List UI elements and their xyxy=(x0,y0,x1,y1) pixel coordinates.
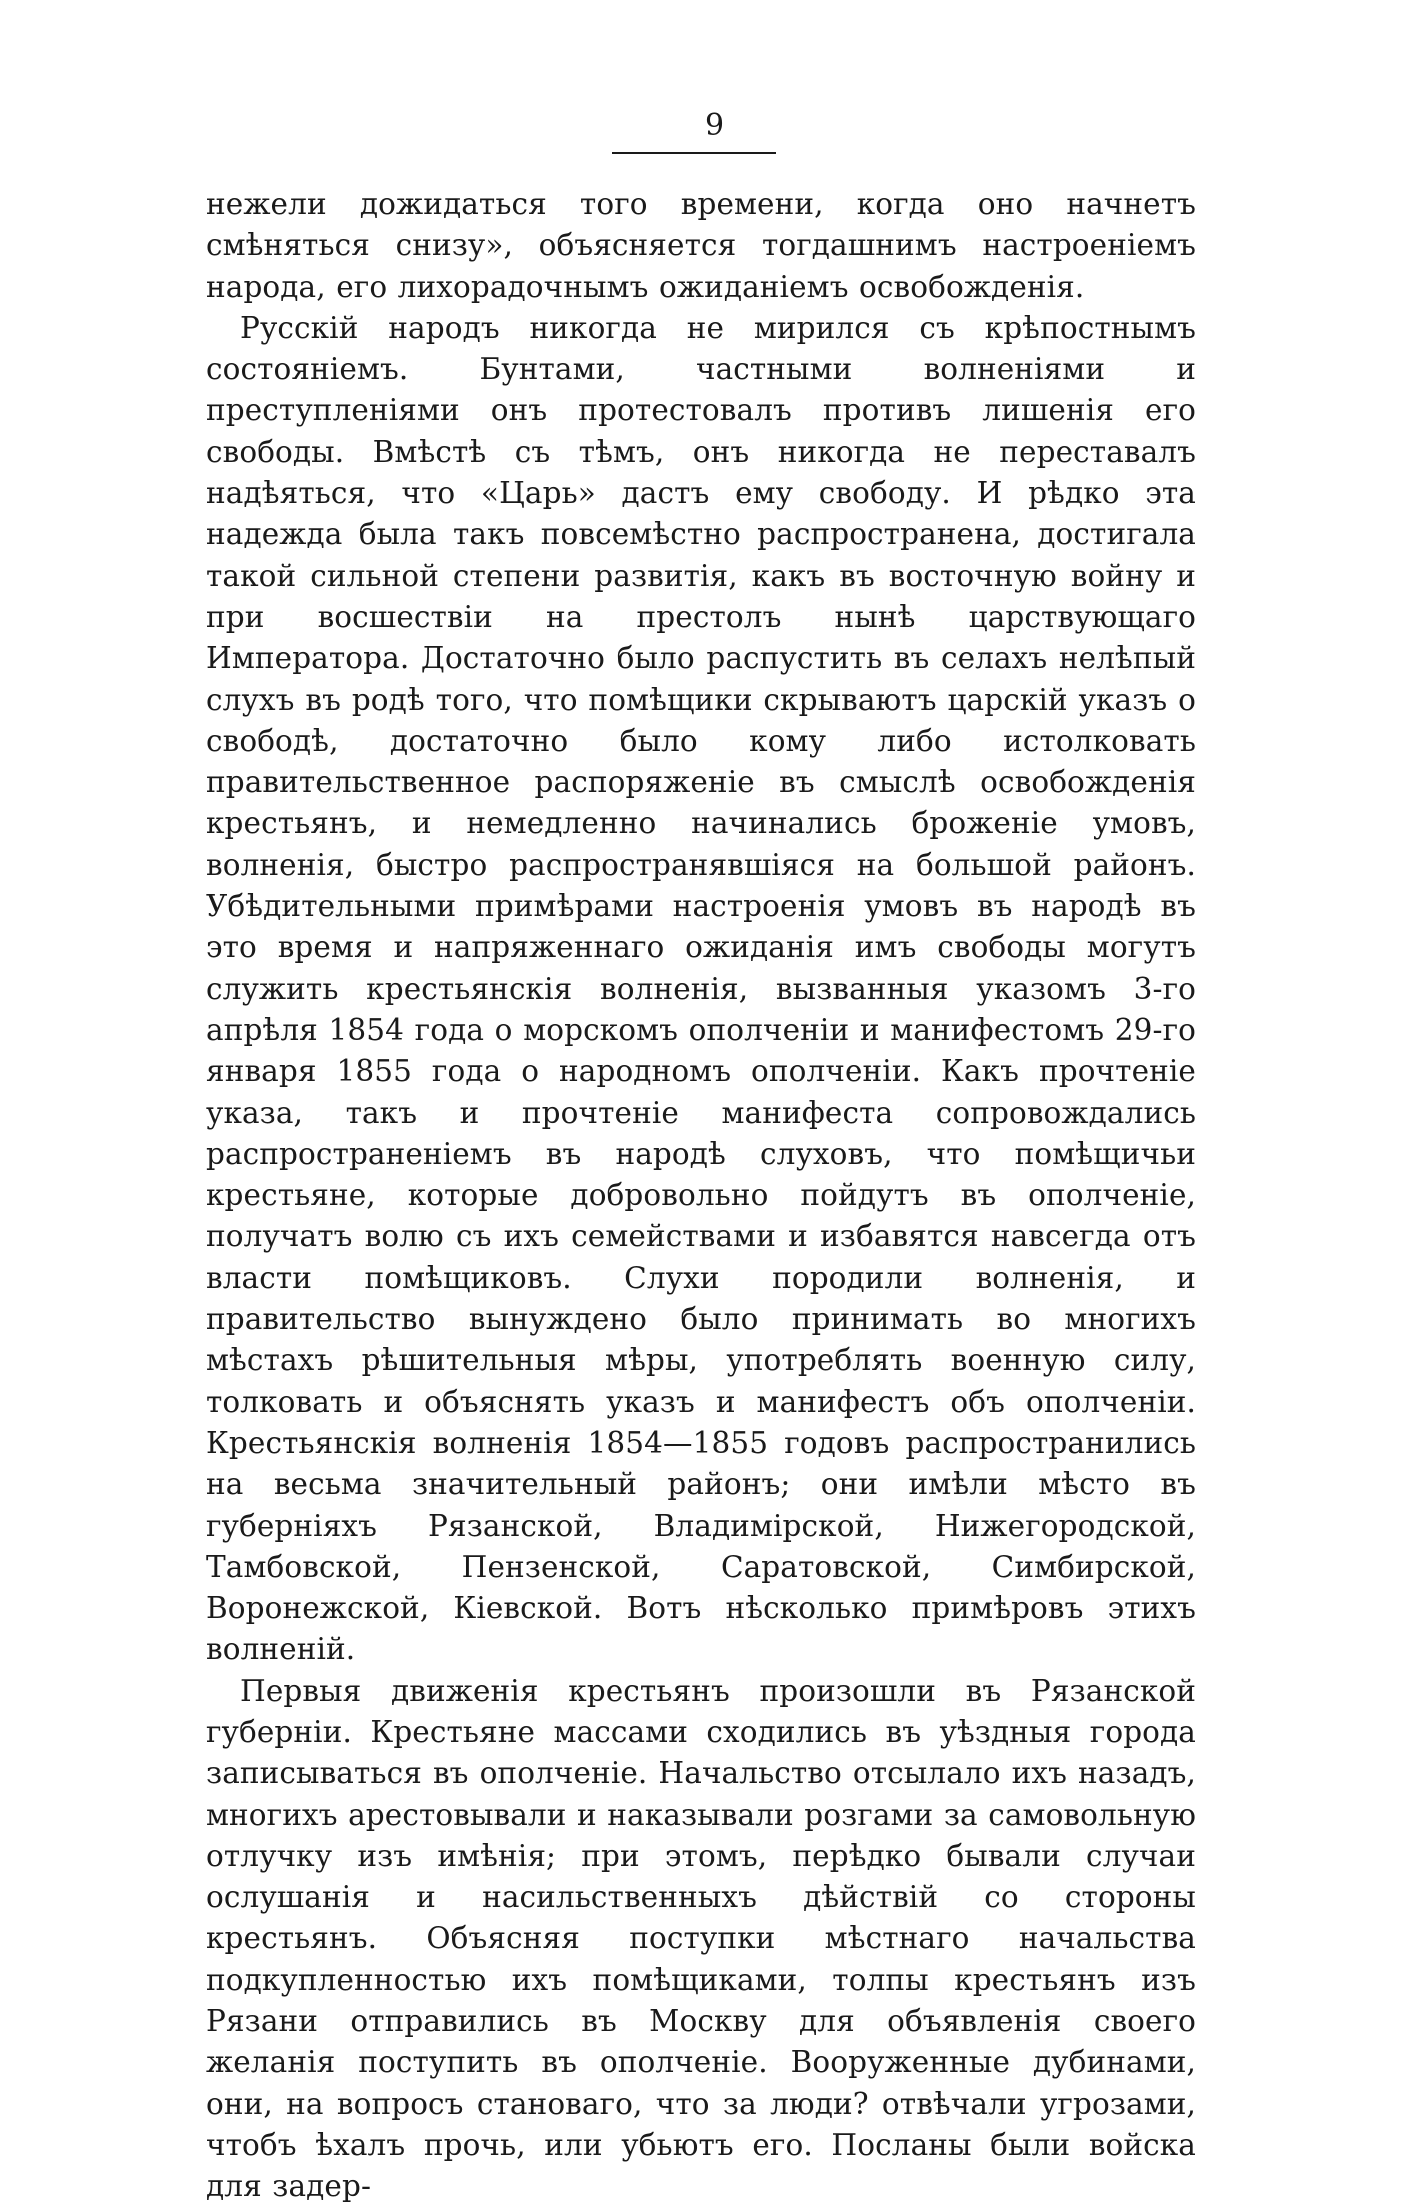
text-body xyxy=(206,184,1196,2208)
page-header xyxy=(0,108,1404,144)
paragraph-continued: нежели дожидаться того времени, когда оно начнетъ смѣняться снизу», объясняется тогдашнимъ настроеніемъ народа, его лихорадочнымъ ожиданіемъ освобожденія. xyxy=(206,187,1196,304)
paragraph-peasant-unrest: Русскій народъ никогда не мирился съ крѣпостнымъ состояніемъ. Бунтами, частными волненіями и преступленіями онъ протестовалъ противъ лишенія его свободы. Вмѣстѣ съ тѣмъ, онъ никогда не переставалъ надѣяться, что «Царь» дастъ ему свободу. И рѣдко эта надежда была такъ повсемѣстно распространена, достигала такой сильной степени развитія, какъ въ восточную войну и при восшествіи на престолъ нынѣ царствующаго Императора. Достаточно было распустить въ селахъ нелѣпый слухъ въ родѣ того, что помѣщики скрываютъ царскій указъ о свободѣ, достаточно было кому либо истолковать правительственное распоряженіе въ смыслѣ освобожденія крестьянъ, и немедленно начинались броженіе умовъ, волненія, быстро распространявшіяся на большой районъ. Убѣдительными примѣрами настроенія умовъ въ народѣ въ это время и напряженнаго ожиданія имъ свободы могутъ служить крестьянскія волненія, вызванныя указомъ 3-го апрѣля 1854 года о морскомъ ополченіи и манифестомъ 29-го января 1855 года о народномъ ополченіи. Какъ прочтеніе указа, такъ и прочтеніе манифеста сопровождались распространеніемъ въ народѣ слуховъ, что помѣщичьи крестьяне, которые добровольно пойдутъ въ ополченіе, получатъ волю съ ихъ семействами и избавятся навсегда отъ власти помѣщиковъ. Слухи породили волненія, и правительство вынуждено было принимать во многихъ мѣстахъ рѣшительныя мѣры, употреблять военную силу, толковать и объяснять указъ и манифестъ объ ополченіи. Крестьянскія волненія 1854—1855 годовъ распространились на весьма значительный районъ; они имѣли мѣсто въ губерніяхъ Рязанской, Владимірской, Нижегородской, Тамбовской, Пензенской, Саратовской, Симбирской, Воронежской, Кіевской. Вотъ нѣсколько примѣровъ этихъ волненій. xyxy=(206,310,1196,1667)
paragraph-ryazan-movement: Первыя движенія крестьянъ произошли въ Рязанской губерніи. Крестьяне массами сходились въ уѣздныя города записываться въ ополченіе. Начальство отсылало ихъ назадъ, многихъ арестовывали и наказывали розгами за самовольную отлучку изъ имѣнія; при этомъ, перѣдко бывали случаи ослушанія и насильственныхъ дѣйствій со стороны крестьянъ. Объясняя поступки мѣстнаго начальства подкупленностью ихъ помѣщиками, толпы крестьянъ изъ Рязани отправились въ Москву для объявленія своего желанія поступить въ ополченіе. Вооруженные дубинами, они, на вопросъ становаго, что за люди? отвѣчали угрозами, чтобъ ѣхалъ прочь, или убьютъ его. Посланы были войска для задер- xyxy=(206,1673,1196,2204)
page-number: 9 xyxy=(704,108,726,143)
header-rule xyxy=(612,152,776,154)
